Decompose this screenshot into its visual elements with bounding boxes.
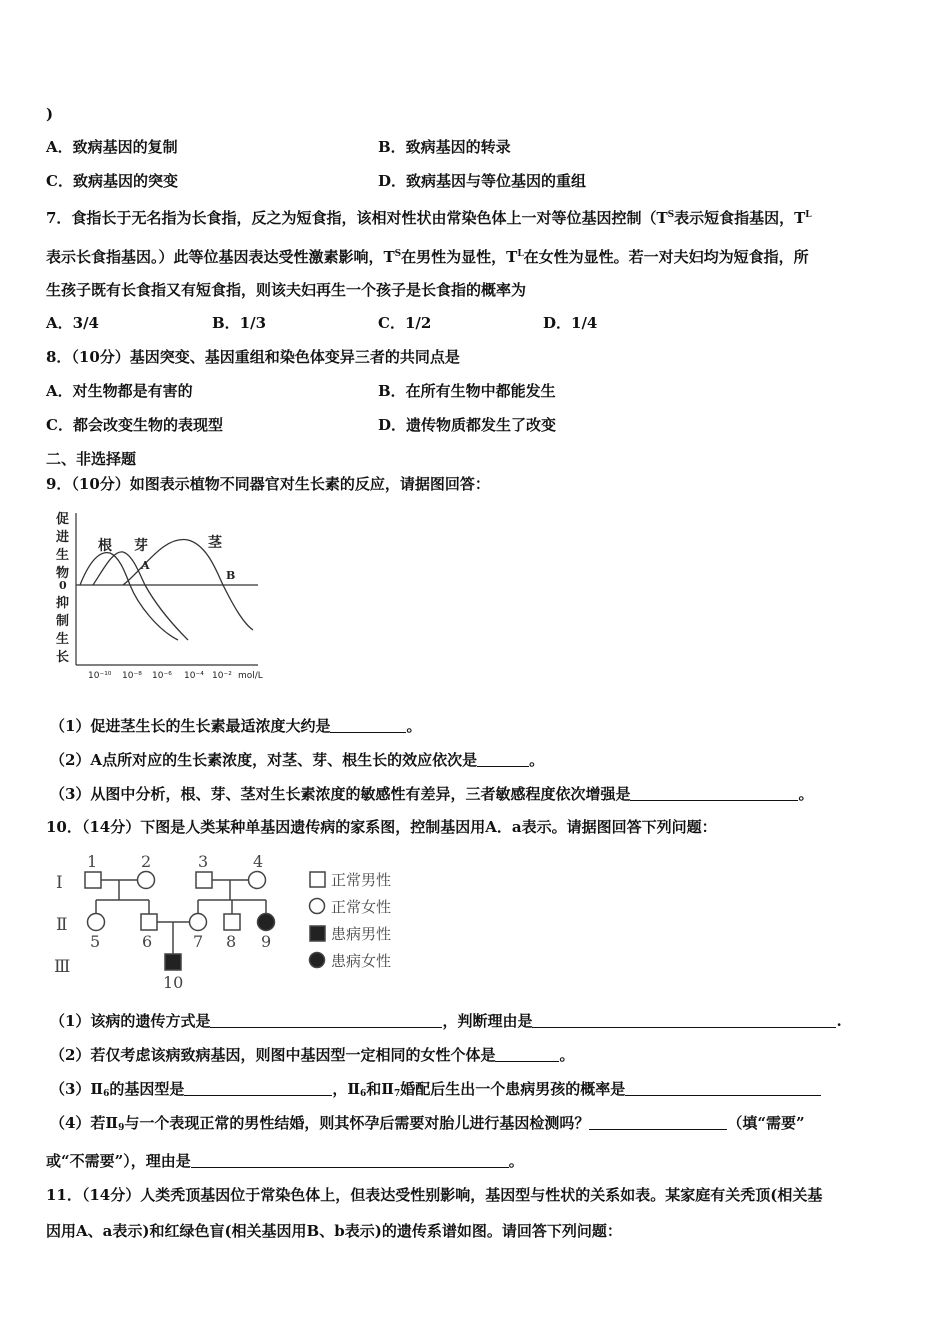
- legend-normal-female-symbol: [310, 899, 325, 914]
- id-10: 10: [163, 973, 184, 992]
- q10-sub2: （2）若仅考虑该病致病基因，则图中基因型一定相同的女性个体是 。: [50, 1046, 575, 1064]
- legend-normal-male: 正常男性: [331, 871, 392, 889]
- individual-7-female: [190, 914, 207, 931]
- q8-stem: 8．（10分）基因突变、基因重组和染色体变异三者的共同点是: [46, 348, 460, 366]
- individual-4-female: [249, 872, 266, 889]
- q10-sub1: （1）该病的遗传方式是 ，判断理由是 .: [50, 1012, 842, 1030]
- q10-sub4: （4）若$Ⅱ_9$与一个表现正常的男性结婚，则其怀孕后需要对胎儿进行基因检测吗？ （填“需要”: [50, 1114, 805, 1133]
- id-4: 4: [253, 852, 264, 871]
- legend-normal-male-symbol: [310, 872, 325, 887]
- bud-label: 芽: [134, 538, 148, 554]
- legend-affected-female: 患病女性: [331, 952, 392, 970]
- individual-2-female: [138, 872, 155, 889]
- q6-option-c: C．致病基因的突变: [46, 172, 178, 190]
- id-2: 2: [141, 852, 152, 871]
- root-curve: [80, 553, 178, 640]
- auxin-response-chart: [48, 505, 288, 687]
- legend-normal-female: 正常女性: [331, 898, 392, 916]
- x-tick-5: 10⁻²: [212, 671, 232, 681]
- answer-blank[interactable]: [589, 1115, 727, 1130]
- answer-blank[interactable]: [625, 1081, 821, 1096]
- y-label-promote-1: 促: [56, 512, 70, 527]
- answer-blank[interactable]: [191, 1153, 509, 1168]
- y-label-promote-3: 生: [56, 548, 70, 563]
- q7-option-d: D．1/4: [543, 314, 598, 332]
- answer-blank[interactable]: [532, 1013, 836, 1028]
- q6-option-a: A．致病基因的复制: [46, 138, 178, 156]
- y-label-inhibit-1: 抑: [56, 596, 70, 611]
- legend-affected-male: 患病男性: [331, 925, 392, 943]
- x-unit: mol/L: [238, 671, 263, 681]
- x-tick-2: 10⁻⁸: [122, 671, 142, 681]
- answer-blank[interactable]: [495, 1047, 559, 1062]
- q9-sub3: （3）从图中分析，根、芽、茎对生长素浓度的敏感性有差异，三者敏感程度依次增强是 。: [50, 785, 814, 803]
- q8-option-a: A．对生物都是有害的: [46, 382, 193, 400]
- q7-option-c: C．1/2: [378, 314, 432, 332]
- answer-blank[interactable]: [210, 1013, 442, 1028]
- individual-3-male: [196, 872, 212, 888]
- q7-option-b: B．1/3: [212, 314, 267, 332]
- q6-option-b: B．致病基因的转录: [378, 138, 511, 156]
- q10-sub4-line2: 或“不需要”），理由是 。: [46, 1152, 524, 1170]
- id-5: 5: [90, 932, 101, 951]
- q8-option-d: D．遗传物质都发生了改变: [378, 416, 557, 434]
- q7-option-a: A．3/4: [46, 314, 99, 332]
- q10-stem: 10．（14分）下图是人类某种单基因遗传病的家系图，控制基因用A．a表示。请据图回答下列问题：: [46, 818, 717, 836]
- individual-8-male: [224, 914, 240, 930]
- q9-sub1: （1）促进茎生长的生长素最适浓度大约是 。: [50, 717, 422, 735]
- point-b-label: B: [226, 569, 236, 582]
- legend-affected-male-symbol: [310, 926, 325, 941]
- y-label-inhibit-3: 生: [56, 632, 70, 647]
- individual-5-female: [88, 914, 105, 931]
- id-7: 7: [193, 932, 204, 951]
- id-9: 9: [261, 932, 272, 951]
- q7-stem-line2: 表示长食指基因。）此等位基因表达受性激素影响，$T^S$在男性为显性，$T^L$在女性为显性。若一对夫妇均为短食指，所: [46, 248, 809, 266]
- gen-label-ii: Ⅱ: [56, 915, 68, 935]
- id-6: 6: [142, 932, 153, 951]
- gen-label-iii: Ⅲ: [54, 957, 71, 977]
- root-label: 根: [98, 538, 112, 554]
- pedigree-chart: [52, 848, 422, 994]
- answer-blank[interactable]: [477, 752, 529, 767]
- x-tick-1: 10⁻¹⁰: [88, 671, 112, 681]
- individual-10-affected-male: [165, 954, 181, 970]
- gen-label-i: Ⅰ: [56, 873, 63, 893]
- q8-option-b: B．在所有生物中都能发生: [378, 382, 556, 400]
- id-3: 3: [198, 852, 209, 871]
- y-label-inhibit-4: 长: [56, 650, 70, 665]
- q6-option-d: D．致病基因与等位基因的重组: [378, 172, 587, 190]
- q7-stem-line3: 生孩子既有长食指又有短食指，则该夫妇再生一个孩子是长食指的概率为: [46, 281, 527, 299]
- individual-9-affected-female: [258, 914, 275, 931]
- q11-stem-line2: 因用A、a表示)和红绿色盲(相关基因用B、b表示)的遗传系谱如图。请回答下列问题：: [46, 1222, 622, 1240]
- section-heading: 二、非选择题: [46, 450, 137, 468]
- y-label-promote-2: 进: [56, 530, 70, 545]
- point-a-label: A: [141, 559, 150, 572]
- answer-blank[interactable]: [630, 786, 798, 801]
- x-tick-4: 10⁻⁴: [184, 671, 204, 681]
- stem-label: 茎: [208, 535, 222, 551]
- legend-affected-female-symbol: [310, 953, 325, 968]
- answer-blank[interactable]: [330, 718, 406, 733]
- y-label-promote-4: 物: [56, 566, 70, 581]
- x-tick-3: 10⁻⁶: [152, 671, 172, 681]
- origin-label: 0: [59, 579, 67, 592]
- y-label-inhibit-2: 制: [56, 614, 70, 629]
- id-8: 8: [226, 932, 237, 951]
- q6-tail: ): [46, 105, 54, 123]
- q8-option-c: C．都会改变生物的表现型: [46, 416, 223, 434]
- q11-stem-line1: 11．（14分）人类秃顶基因位于常染色体上，但表达受性别影响，基因型与性状的关系如表。某家庭有关秃顶(相关基: [46, 1186, 823, 1204]
- answer-blank[interactable]: [184, 1081, 332, 1096]
- individual-6-male: [141, 914, 157, 930]
- q10-sub3: $(3)Ⅱ_6$的基因型是 ，$Ⅱ_6$和$Ⅱ_7$婚配后生出一个患病男孩的概率是: [50, 1079, 821, 1104]
- individual-1-male: [85, 872, 101, 888]
- q9-stem: 9．（10分）如图表示植物不同器官对生长素的反应，请据图回答：: [46, 475, 490, 493]
- q7-stem-line1: 7．食指长于无名指为长食指，反之为短食指，该相对性状由常染色体上一对等位基因控制（$T^S$表示短食指基因，$T^L$: [46, 209, 812, 227]
- id-1: 1: [87, 852, 98, 871]
- q9-sub2: （2）A点所对应的生长素浓度，对茎、芽、根生长的效应依次是 。: [50, 751, 545, 769]
